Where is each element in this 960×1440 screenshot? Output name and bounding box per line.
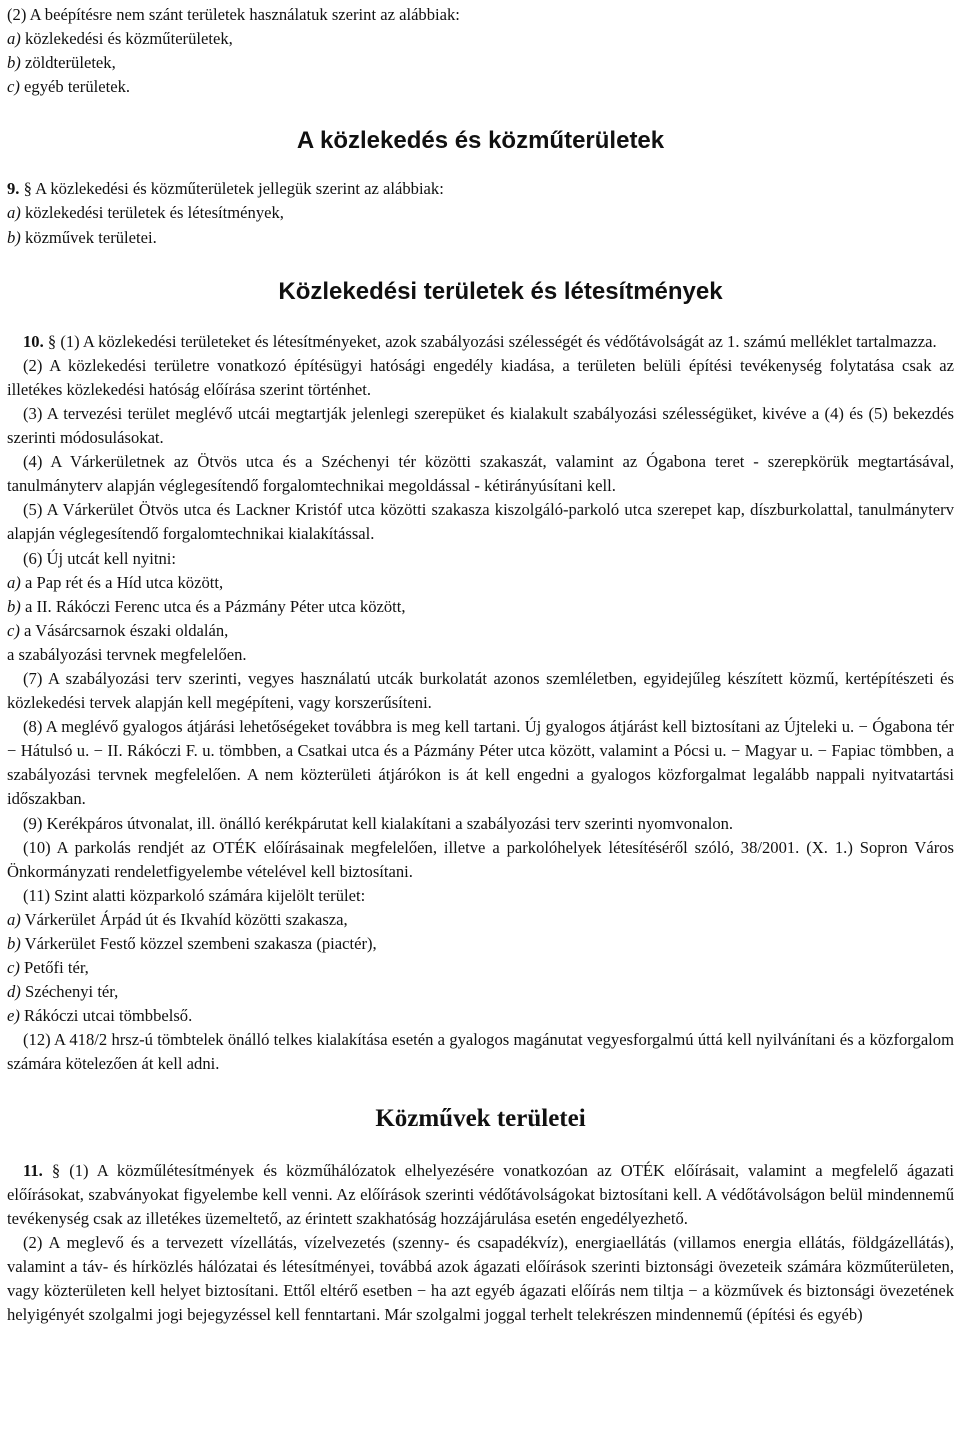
list-item: b) közművek területei.	[7, 227, 157, 247]
paragraph-10-8: (8) A meglévő gyalogos átjárási lehetőségeket továbbra is meg kell tartani. Új gyalogos átjárást kell biztosítani az Újteleki u. − Ógabona tér − Hátulsó u. − II. Rákóczi F. u. tömbben, a Csatkai utca és a Pázmány Péter utca között, valamint a Pócsi u. − Magyar u. − Fapiac tömbben, a szabályozási tervnek megfelelően. A nem közterületi átjárókon is át kell engedni a gyalogos közforgalmat legalább nappali nyitvatartási időszakban.	[7, 717, 954, 809]
section-heading-kozmuvek: Közművek területei	[375, 1104, 586, 1132]
list-item: b) zöldterületek,	[7, 53, 116, 73]
section-11	[7, 1159, 954, 1328]
section-heading-kozlekedesi-teruletek: Közlekedési területek és létesítmények	[278, 277, 723, 305]
list-item: e) Rákóczi utcai tömbbelső.	[7, 1006, 193, 1026]
section-number: 11.	[23, 1160, 43, 1180]
paragraph-10-1: 10. § (1) A közlekedési területeket és létesítményeket, azok szabályozási szélességét és védőtávolságát az 1. számú melléklet tartalmazza.	[23, 331, 937, 351]
paragraph-10-7: (7) A szabályozási terv szerinti, vegyes használatú utcák burkolatát azonos szemléletben, egyidejűleg készített közmű, kertépítészeti és közlekedési tervek alapján kell megépíteni, vagy korszerűsíteni.	[7, 668, 954, 713]
paragraph-10-3: (3) A tervezési terület meglévő utcái megtartják jelenlegi szerepüket és kialakult szabályozási szélességüket, kivéve a (4) és (5) bekezdés szerinti módosulásokat.	[7, 403, 954, 448]
section-heading-kozlekedes: A közlekedés és közműterületek	[296, 127, 665, 155]
paragraph-10-6-tail: a szabályozási tervnek megfelelően.	[7, 644, 247, 664]
list-item: a) közlekedési és közműterületek,	[7, 29, 233, 49]
paragraph-11-1: 11. § (1) A közműlétesítmények és közműhálózatok elhelyezésére vonatkozóan az OTÉK előírásait, valamint a megfelelő ágazati előírásokat, szabványokat figyelembe kell venni. Az előírások szerinti védőtávolságokat biztosítani kell. A védőtávolságon belül mindennemű tevékenység csak az illetékes üzemeltető, az érintett szakhatóság hozzájárulása esetén engedélyezhető.	[7, 1160, 954, 1228]
intro-block	[7, 3, 954, 99]
paragraph-10-2: (2) A közlekedési területre vonatkozó építésügyi hatósági engedély kiadása, a területen belüli építési tevékenység folytatása csak az illetékes közlekedési hatóság előírása szerint történhet.	[7, 355, 954, 399]
list-item: b) Várkerület Festő közzel szembeni szakasza (piactér),	[7, 934, 377, 953]
paragraph-intro-2: (2) A beépítésre nem szánt területek használatuk szerint az alábbiak:	[7, 5, 460, 24]
section-9	[7, 177, 954, 249]
paragraph-10-6: (6) Új utcát kell nyitni:	[23, 548, 176, 568]
paragraph-10-11: (11) Szint alatti közparkoló számára kijelölt terület:	[23, 885, 366, 905]
paragraph-10-4: (4) A Várkerületnek az Ötvös utca és a Széchenyi tér közötti szakaszát, valamint az Ógabona teret - szerepkörük megtartásával, tanulmányterv alapján véglegesítendő forgalomtechnikai megoldással - kétirányúsítani kell.	[7, 452, 954, 496]
list-item: a) a Pap rét és a Híd utca között,	[7, 572, 224, 592]
paragraph-10-5: (5) A Várkerület Ötvös utca és Lackner Kristóf utca közötti szakasza kiszolgáló-parkoló utca szerepet kap, díszburkolattal, tanulmányterv alapján véglegesítendő forgalomtechnikai kialakítással.	[7, 500, 954, 544]
paragraph-9: 9. § A közlekedési és közműterületek jellegük szerint az alábbiak:	[7, 179, 444, 199]
section-10	[7, 330, 954, 1077]
list-item: b) a II. Rákóczi Ferenc utca és a Pázmány Péter utca között,	[7, 596, 406, 616]
list-item: c) Petőfi tér,	[7, 958, 89, 978]
list-item: a) Várkerület Árpád út és Ikvahíd közötti szakasza,	[7, 909, 348, 929]
paragraph-10-12: (12) A 418/2 hrsz-ú tömbtelek önálló telkes kialakítása esetén a gyalogos magánutat vegyesforgalmú úttá kell nyilvánítani és a közforgalom számára kötelezően át kell adni.	[7, 1030, 954, 1074]
list-item: c) egyéb területek.	[7, 77, 131, 97]
list-item: d) Széchenyi tér,	[7, 982, 119, 1002]
section-number: 10.	[23, 331, 44, 351]
list-item: c) a Vásárcsarnok északi oldalán,	[7, 620, 229, 640]
paragraph-10-9: (9) Kerékpáros útvonalat, ill. önálló kerékpárutat kell kialakítani a szabályozási terv szerinti nyomvonalon.	[23, 813, 734, 833]
list-item: a) közlekedési területek és létesítmények,	[7, 203, 284, 223]
section-number: 9.	[7, 179, 20, 199]
paragraph-10-10: (10) A parkolás rendjét az OTÉK előírásainak megfelelően, illetve a parkolóhelyek létesítéséről szóló, 38/2001. (X. 1.) Sopron Város Önkormányzati rendeletfigyelembe vételével kell biztosítani.	[7, 837, 954, 881]
paragraph-11-2: (2) A meglevő és a tervezett vízellátás, vízelvezetés (szenny- és csapadékvíz), energiaellátás (villamos energia ellátás, földgázellátás), valamint a táv- és hírközlés hálózatai és létesítményei, továbbá azok ágazati előírások szerinti biztonsági övezeteik számára közműterületen, vagy közterületen kell helyet biztosítani. Ettől eltérő esetben − ha azt egyéb ágazati előírás nem tiltja − a közművek és biztonsági övezetének helyigényét szolgalmi jogi bejegyzéssel kell fenntartani. Már szolgalmi joggal terhelt telekrészen mindennemű (építési és egyéb)	[7, 1232, 954, 1325]
